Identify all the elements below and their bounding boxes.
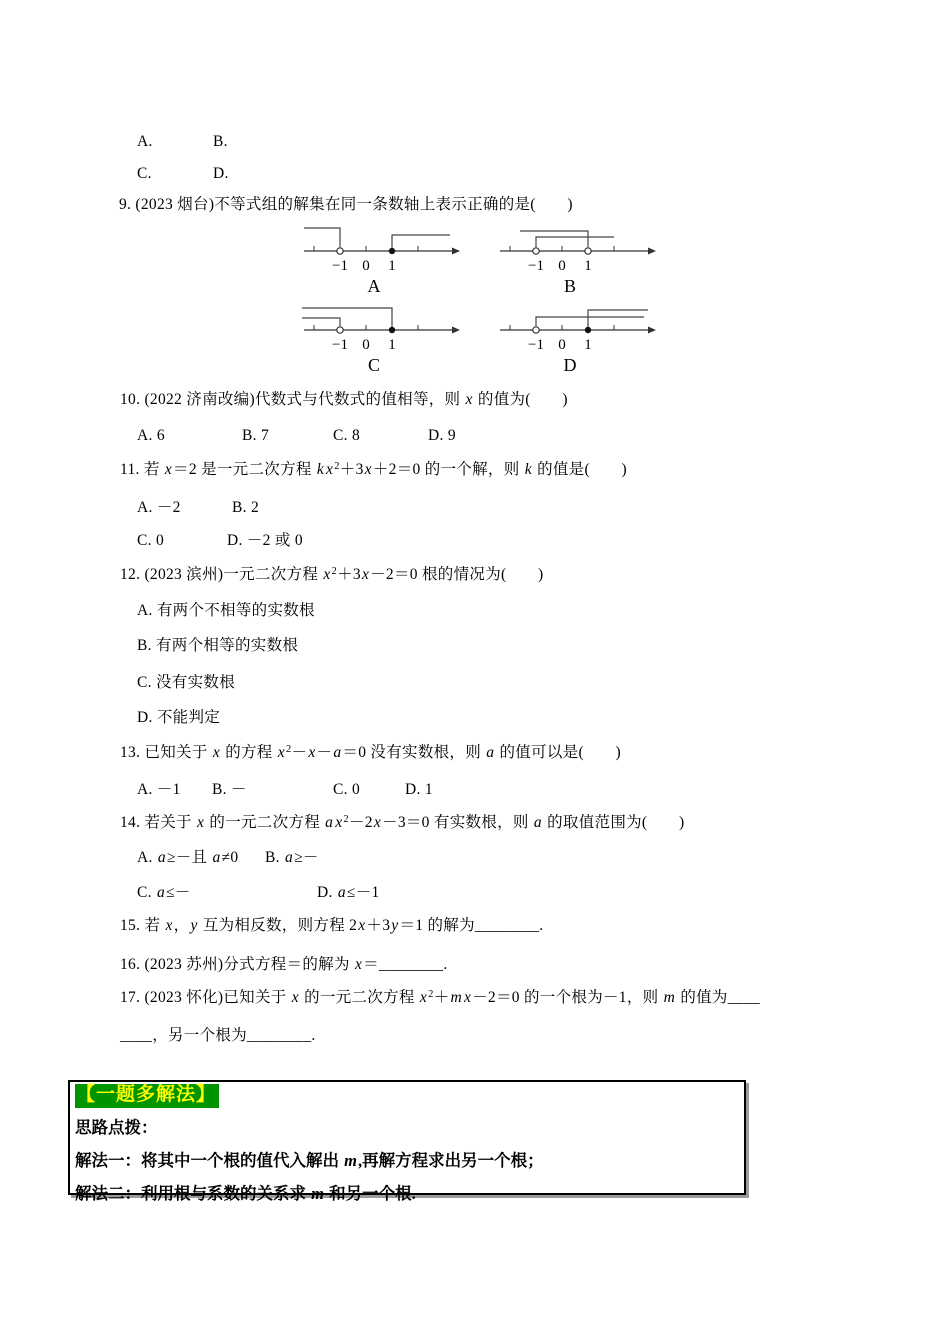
closed-circle-1 — [585, 327, 591, 333]
tick-label-1: 1 — [584, 258, 592, 274]
tick-label-minus1: −1 — [332, 337, 348, 353]
question-17-text-line2: ____，另一个根为________. — [120, 1027, 316, 1044]
option-q12-a: A. 有两个不相等的实数根 — [137, 602, 315, 619]
option-q10-b: B. 7 — [242, 427, 270, 444]
option-label-c: C. — [137, 165, 152, 182]
open-circle-minus1 — [533, 248, 539, 254]
option-q13-d: D. 1 — [405, 781, 433, 798]
option-label-d: D. — [213, 165, 229, 182]
axis-arrow — [648, 327, 656, 334]
option-q11-a: A. －2 — [137, 499, 181, 516]
question-15-text: 15. 若 x，y 互为相反数，则方程 2x＋3y＝1 的解为________. — [120, 917, 544, 934]
solution-method-1: 解法一：将其中一个根的值代入解出 m,再解方程求出另一个根； — [75, 1151, 544, 1170]
tick-label-minus1: −1 — [528, 258, 544, 274]
numberline-diagram-d — [490, 300, 666, 378]
tick-label-minus1: −1 — [332, 258, 348, 274]
ray-right-of-minus1 — [536, 237, 614, 247]
numberline-diagram-c — [294, 300, 470, 378]
diagram-letter-a: A — [367, 276, 381, 296]
option-q11-c: C. 0 — [137, 532, 165, 549]
open-circle-1 — [585, 248, 591, 254]
closed-circle-1 — [389, 248, 395, 254]
option-q13-c: C. 0 — [333, 781, 361, 798]
ray-left-of-minus1 — [302, 318, 340, 326]
axis-arrow — [452, 327, 460, 334]
numberline-diagram-b — [490, 221, 666, 299]
option-q12-b: B. 有两个相等的实数根 — [137, 637, 299, 654]
question-11-text: 11. 若 x＝2 是一元二次方程 k $x^2+3x+2=0$ 的一个解，则 k 的值是( ) — [120, 461, 627, 478]
option-q13-a: A. －1 — [137, 781, 181, 798]
tick-label-1: 1 — [388, 258, 396, 274]
question-17-text: 17. (2023 怀化)已知关于 x 的一元二次方程 $x^2+m$ x－2＝0 的一个根为－1，则 m 的值为____ — [120, 989, 760, 1006]
question-16-text: 16. (2023 苏州)分式方程＝的解为 x＝________. — [120, 956, 448, 973]
option-q10-d: D. 9 — [428, 427, 456, 444]
open-circle-minus1 — [533, 327, 539, 333]
question-10-text: 10. (2022 济南改编)代数式与代数式的值相等，则 x 的值为( ) — [120, 391, 568, 408]
tick-label-0: 0 — [558, 337, 566, 353]
tick-label-0: 0 — [558, 258, 566, 274]
open-circle-minus1 — [337, 327, 343, 333]
option-q13-b: B. － — [212, 781, 247, 798]
option-label-a: A. — [137, 133, 153, 150]
ray-right-of-1 — [392, 235, 450, 251]
tick-label-minus1: −1 — [528, 337, 544, 353]
tick-label-1: 1 — [584, 337, 592, 353]
option-q14-a: A. a≥－且 a≠0 — [137, 849, 239, 866]
option-q11-b: B. 2 — [232, 499, 260, 516]
question-13-text: 13. 已知关于 x 的方程 $x^2-x-a=0$ 没有实数根，则 a 的值可以是( ) — [120, 744, 621, 761]
question-12-text: 12. (2023 滨州)一元二次方程 $x^2+3x-2=0$ 根的情况为( ) — [120, 566, 544, 583]
ray-right-of-1 — [588, 310, 648, 330]
option-q11-d: D. －2 或 0 — [227, 532, 303, 549]
axis-arrow — [648, 248, 656, 255]
question-14-text: 14. 若关于 x 的一元二次方程 a $x^2-2x-3=0$ 有实数根，则 a 的取值范围为( ) — [120, 814, 685, 831]
option-q12-c: C. 没有实数根 — [137, 674, 235, 691]
option-label-b: B. — [213, 133, 228, 150]
ray-left-of-1 — [520, 231, 588, 247]
solution-methods-box — [68, 1080, 746, 1203]
diagram-letter-d: D — [563, 355, 577, 375]
tick-label-0: 0 — [362, 337, 370, 353]
ray-left-of-1 — [302, 308, 392, 330]
solution-hint-label: 思路点拨： — [75, 1119, 158, 1137]
question-9-text: 9. (2023 烟台)不等式组的解集在同一条数轴上表示正确的是( ) — [119, 196, 573, 213]
numberline-diagram-a — [294, 221, 470, 299]
option-q14-b: B. a≥－ — [265, 849, 319, 866]
tick-label-0: 0 — [362, 258, 370, 274]
open-circle-minus1 — [337, 248, 343, 254]
tick-label-1: 1 — [388, 337, 396, 353]
option-q14-c: C. a≤－ — [137, 884, 191, 901]
solution-box-header: 【一题多解法】 — [75, 1084, 219, 1108]
ray-right-of-minus1 — [536, 317, 644, 326]
closed-circle-1 — [389, 327, 395, 333]
option-q10-a: A. 6 — [137, 427, 165, 444]
ray-left-of-minus1 — [304, 228, 340, 247]
diagram-letter-c: C — [367, 355, 381, 375]
diagram-letter-b: B — [563, 276, 577, 296]
option-q14-d: D. a≤－1 — [317, 884, 380, 901]
solution-method-2: 解法二：利用根与系数的关系求 m 和另一个根. — [75, 1184, 416, 1203]
option-q12-d: D. 不能判定 — [137, 709, 221, 726]
option-q10-c: C. 8 — [333, 427, 361, 444]
axis-arrow — [452, 248, 460, 255]
